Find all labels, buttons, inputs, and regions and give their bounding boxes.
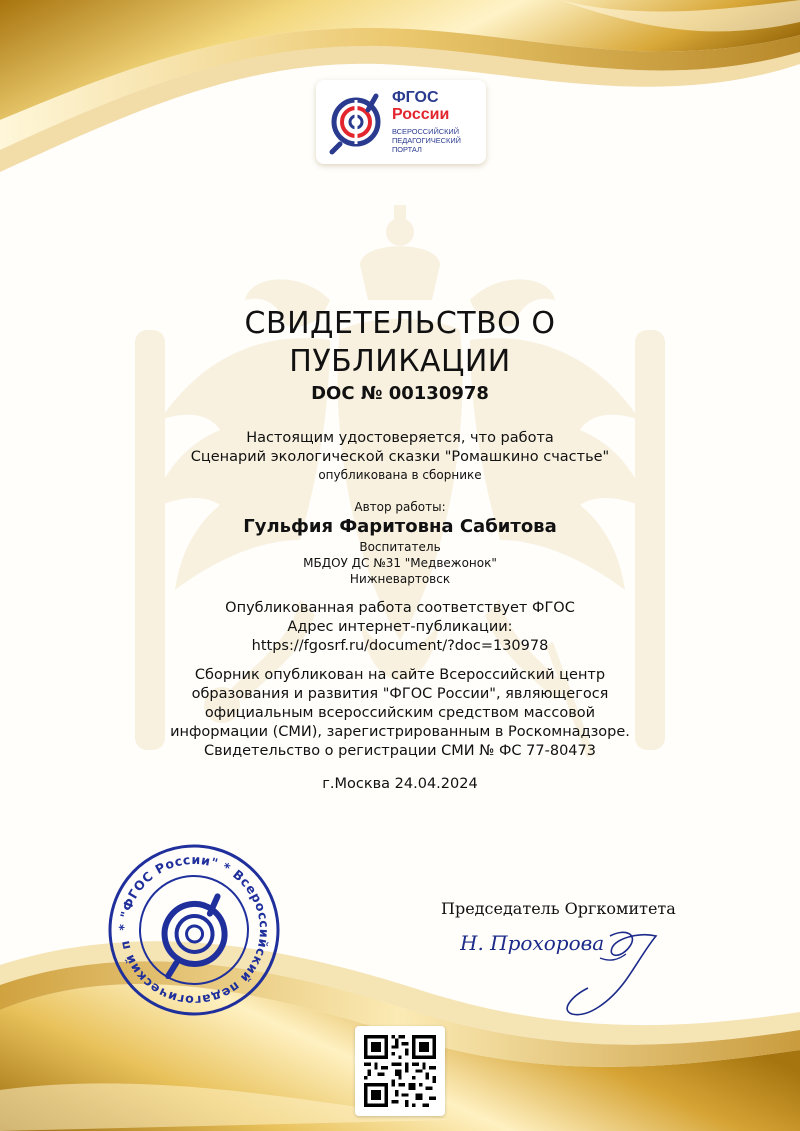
work-info — [150, 429, 650, 483]
fgos-compliance: Опубликованная работа соответствует ФГОС — [225, 600, 575, 616]
fgos-logo — [316, 80, 486, 164]
address-label: Адрес интернет-публикации: — [287, 619, 513, 635]
work-title: Сценарий экологической сказки "Ромашкино счастье" — [190, 449, 610, 465]
author-position: Воспитатель — [359, 540, 441, 554]
signature-text: Н. Прохорова — [460, 931, 605, 955]
chair-title: Председатель Оргкомитета — [441, 899, 676, 918]
publication-url[interactable]: https://fgosrf.ru/document/?doc=130978 — [251, 638, 549, 654]
round-seal-stamp-icon — [106, 842, 282, 1018]
author-label: Автор работы: — [354, 500, 446, 514]
fgos-logo-icon — [326, 88, 390, 156]
place-date: г.Москва 24.04.2024 — [322, 776, 478, 792]
logo-subtitle-line1: ВСЕРОССИЙСКИЙ — [392, 127, 460, 136]
author-organization: МБДОУ ДС №31 "Медвежонок" — [303, 556, 497, 570]
certificate-title: СВИДЕТЕЛЬСТВО О ПУБЛИКАЦИИ — [244, 306, 556, 379]
svg-text:* "ФГОС России" * Всероссийски — [106, 842, 282, 1018]
logo-subtitle — [392, 127, 484, 154]
logo-subtitle-line3: ПОРТАЛ — [392, 145, 422, 154]
logo-subtitle-line2: ПЕДАГОГИЧЕСКИЙ — [392, 136, 461, 145]
author-city: Нижневартовск — [349, 572, 451, 586]
stamp-ring-text: * "ФГОС России" * Всероссийский педагогический портал — [115, 851, 273, 1009]
qr-code — [355, 1026, 445, 1116]
logo-brand-line1: ФГОС — [392, 89, 439, 106]
published-line: опубликована в сборнике — [318, 468, 482, 482]
logo-brand-line2: России — [392, 106, 450, 123]
author-info — [150, 499, 650, 587]
document-number: DOC № 00130978 — [311, 383, 489, 404]
certify-line: Настоящим удостоверяется, что работа — [246, 430, 554, 446]
publication-info — [150, 599, 650, 656]
author-name: Гульфия Фаритовна Сабитова — [243, 516, 557, 537]
qr-code-icon — [364, 1035, 436, 1107]
logo-brand-text — [392, 89, 449, 123]
stamp-center-logo-icon — [158, 896, 229, 976]
collection-info: Сборник опубликован на сайте Всероссийский центр образования и развития "ФГОС России", являющегося официальным всероссийским средством массовой информации (СМИ), зарегистрированным в Роскомнадзоре. Свидетельство о регистрации СМИ № ФС 77-80473 — [170, 667, 630, 759]
certificate-body — [150, 305, 650, 794]
chair-signature — [460, 918, 670, 1022]
